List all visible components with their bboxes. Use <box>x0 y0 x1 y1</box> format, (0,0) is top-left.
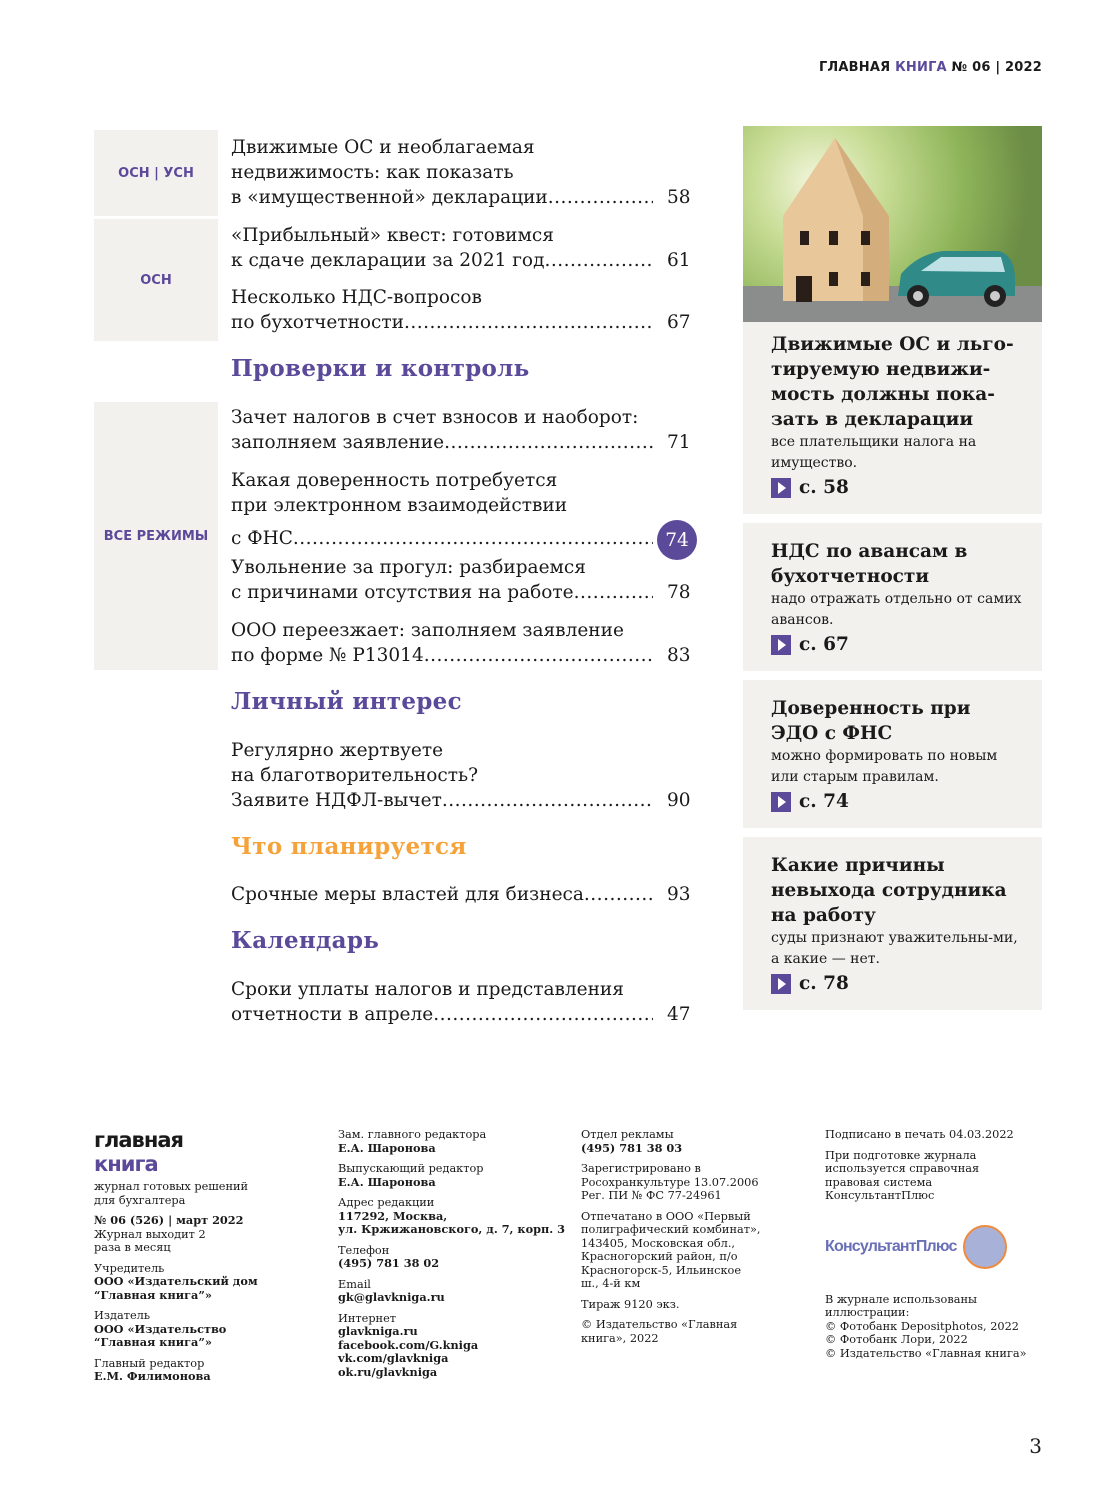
dot-leader <box>424 643 653 668</box>
issuing-label: Выпускающий редактор <box>338 1162 484 1175</box>
dot-leader <box>444 430 653 455</box>
dot-leader <box>442 788 653 813</box>
toc-entry-line <box>231 135 691 160</box>
toc-entry[interactable] <box>231 882 691 907</box>
ads-label: Отдел рекламы <box>581 1128 674 1141</box>
tax-regime-label: ВСЕ РЕЖИМЫ <box>94 402 218 670</box>
card-page-ref: с. 74 <box>799 791 849 812</box>
illustrations-line: В журнале использованы иллюстрации: <box>825 1292 977 1319</box>
footer-column-2 <box>338 1128 568 1379</box>
toc-entry[interactable] <box>231 618 691 668</box>
toc-entry-line <box>231 468 691 493</box>
toc-entry[interactable] <box>231 223 691 273</box>
feature-card[interactable] <box>743 322 1042 514</box>
registration: Зарегистрировано в Росохранкультуре 13.07.2006 Рег. ПИ № ФС 77-24961 <box>581 1162 759 1202</box>
feature-card[interactable] <box>743 680 1042 828</box>
address-line: 117292, Москва, <box>338 1208 448 1223</box>
section-heading: Проверки и контроль <box>231 355 530 382</box>
address-label: Адрес редакции <box>338 1196 435 1209</box>
toc-entry[interactable] <box>231 285 691 335</box>
card-page-link[interactable] <box>771 477 1028 498</box>
copyright: © Издательство «Главная книга», 2022 <box>581 1318 738 1345</box>
toc-entry-line <box>231 580 691 605</box>
toc-entry-line <box>231 248 691 273</box>
card-text: надо отражать отдельно от самих авансов. <box>771 591 1022 628</box>
play-arrow-icon <box>771 635 791 655</box>
dot-leader <box>293 526 653 551</box>
section-heading: Личный интерес <box>231 688 462 715</box>
toc-entry-line <box>231 310 691 335</box>
toc-entry-text: недвижимость: как показать <box>231 162 514 183</box>
toc-entry-text: Регулярно жертвуете <box>231 740 444 761</box>
footer-column-4 <box>825 1128 1040 1360</box>
tax-regime-label: ОСН | УСН <box>94 130 218 216</box>
toc-page-number: 90 <box>667 790 691 811</box>
signed-date: Подписано в печать 04.03.2022 <box>825 1128 1014 1141</box>
illustrations-line: © Фотобанк Depositphotos, 2022 <box>825 1319 1019 1333</box>
toc-entry-line <box>231 285 691 310</box>
section-heading: Что планируется <box>231 833 467 860</box>
toc-entry[interactable] <box>231 135 691 210</box>
ads-phone: (495) 781 38 03 <box>581 1140 683 1155</box>
toc-entry-line <box>231 738 691 763</box>
logo-line-2: книга <box>94 1152 158 1176</box>
toc-entry-line <box>231 405 691 430</box>
play-arrow-icon <box>771 478 791 498</box>
toc-entry-text: «Прибыльный» квест: готовимся <box>231 225 554 246</box>
toc-page-number: 61 <box>667 250 691 271</box>
toc-entry-text: Движимые ОС и необлагаемая <box>231 137 535 158</box>
deputy-editor: Е.А. Шаронова <box>338 1140 436 1155</box>
card-title: Доверенность при ЭДО с ФНС <box>771 698 971 744</box>
card-page-link[interactable] <box>771 973 1028 994</box>
card-text: можно формировать по новым или старым правилам. <box>771 748 998 785</box>
dot-leader <box>544 248 653 273</box>
brand-part-2: КНИГА <box>895 60 947 75</box>
toc-page-number: 93 <box>667 884 691 905</box>
consultant-plus-logo <box>825 1225 1040 1269</box>
toc-entry-text: Сроки уплаты налогов и представления <box>231 979 624 1000</box>
toc-entry-line <box>231 618 691 643</box>
toc-entry-text: Срочные меры властей для бизнеса <box>231 884 584 905</box>
phone: (495) 781 38 02 <box>338 1256 440 1270</box>
toc-entry-text: Какая доверенность потребуется <box>231 470 558 491</box>
professor-avatar-icon <box>963 1225 1007 1269</box>
toc-entry-line <box>231 763 691 788</box>
dot-leader <box>404 310 653 335</box>
founder: ООО «Издательский дом “Главная книга”» <box>94 1274 258 1302</box>
toc-entry-text: ООО переезжает: заполняем заявление <box>231 620 624 641</box>
toc-entry[interactable] <box>231 977 691 1027</box>
deputy-label: Зам. главного редактора <box>338 1128 487 1141</box>
web-link[interactable]: vk.com/glavkniga <box>338 1351 449 1365</box>
toc-entry-line <box>231 185 691 210</box>
toc-entry-text: Увольнение за прогул: разбираемся <box>231 557 586 578</box>
running-header <box>819 60 1042 75</box>
toc-entry-line <box>231 223 691 248</box>
address-line: ул. Кржижановского, д. 7, корп. 3 <box>338 1222 566 1236</box>
highlighted-page-number: 74 <box>657 520 697 560</box>
toc-entry[interactable] <box>231 468 691 558</box>
toc-page-number: 47 <box>667 1004 691 1025</box>
footer-column-1 <box>94 1128 294 1384</box>
phone-label: Телефон <box>338 1243 390 1257</box>
publisher: ООО «Издательство “Главная книга”» <box>94 1321 227 1349</box>
toc-entry-line <box>231 493 691 518</box>
toc-entry-line <box>231 160 691 185</box>
toc-page-number: 83 <box>667 645 691 666</box>
web-label: Интернет <box>338 1311 397 1325</box>
feature-cards <box>743 322 1042 1010</box>
web-link[interactable]: facebook.com/G.kniga <box>338 1337 479 1352</box>
card-title: НДС по авансам в бухотчетности <box>771 541 968 587</box>
card-text: все плательщики налога на имущество. <box>771 434 977 471</box>
tax-regime-label: ОСН <box>94 219 218 341</box>
toc-entry-text: заполняем заявление <box>231 432 445 453</box>
toc-entry-text: по форме № Р13014 <box>231 645 424 666</box>
logo-line-1: главная <box>94 1128 183 1152</box>
toc-page-number: 78 <box>667 582 691 603</box>
tagline: журнал готовых решений для бухгалтера <box>94 1180 249 1207</box>
printing-house: Отпечатано в ООО «Первый полиграфический комбинат», 143405, Московская обл., Красногорский район, п/о Красногорск-5, Ильинское ш., 4-й км <box>581 1209 761 1290</box>
publisher-label: Издатель <box>94 1309 150 1322</box>
toc-entry-text: с причинами отсутствия на работе <box>231 582 574 603</box>
toc-entry-line <box>231 1002 691 1027</box>
toc-page-number: 58 <box>667 187 691 208</box>
frequency: Журнал выходит 2 раза в месяц <box>94 1227 206 1254</box>
chief-editor-label: Главный редактор <box>94 1356 205 1370</box>
card-title: Движимые ОС и льго-тируемую недвижи-мость должны пока-зать в декларации <box>771 334 1014 430</box>
page-number: 3 <box>1029 1434 1042 1458</box>
toc-entry-line <box>231 977 691 1002</box>
brand-part-1: ГЛАВНАЯ <box>818 60 891 75</box>
toc-page-number: 71 <box>667 432 691 453</box>
dot-leader <box>584 882 653 907</box>
toc-entry-text: Несколько НДС-вопросов <box>231 287 482 308</box>
card-page-ref: с. 58 <box>799 477 849 498</box>
toc-entry-line <box>231 882 691 907</box>
illustrations-line: © Издательство «Главная книга» <box>825 1346 1027 1360</box>
footer-column-3 <box>581 1128 776 1345</box>
dot-leader <box>574 580 653 605</box>
feature-card[interactable] <box>743 523 1042 671</box>
issue-number: № 06 | 2022 <box>951 60 1042 75</box>
toc-entry-line <box>231 555 691 580</box>
card-text: суды признают уважительны-ми, а какие — нет. <box>771 930 1018 967</box>
toc-entry-text: при электронном взаимодействии <box>231 495 568 516</box>
issuing-editor: Е.А. Шаронова <box>338 1174 436 1189</box>
toc-entry-line <box>231 643 691 668</box>
consultant-note: При подготовке журнала используется справочная правовая система КонсультантПлюс <box>825 1148 980 1202</box>
consultant-logo-text: КонсультантПлюс <box>825 1237 957 1255</box>
web-link[interactable]: glavkniga.ru <box>338 1324 418 1338</box>
card-page-link[interactable] <box>771 791 1028 812</box>
card-page-link[interactable] <box>771 634 1028 655</box>
feature-card[interactable] <box>743 837 1042 1010</box>
email-link[interactable]: gk@glavkniga.ru <box>338 1290 445 1304</box>
toc-page-number: 67 <box>667 312 691 333</box>
dot-leader <box>548 185 653 210</box>
toc-entry[interactable] <box>231 555 691 605</box>
dot-leader <box>433 1002 653 1027</box>
toc-entry-text: Зачет налогов в счет взносов и наоборот: <box>231 407 639 428</box>
play-arrow-icon <box>771 974 791 994</box>
email-label: Email <box>338 1277 371 1291</box>
house-and-car-photo <box>743 126 1042 322</box>
card-page-ref: с. 67 <box>799 634 849 655</box>
toc-entry-text: в «имущественной» декларации <box>231 187 548 208</box>
founder-label: Учредитель <box>94 1261 165 1275</box>
card-page-ref: с. 78 <box>799 973 849 994</box>
web-link[interactable]: ok.ru/glavkniga <box>338 1364 438 1379</box>
toc-entry[interactable] <box>231 405 691 455</box>
chief-editor: Е.М. Филимонова <box>94 1369 211 1383</box>
card-title: Какие причины невыхода сотрудника на работу <box>771 855 1007 926</box>
toc-entry-line <box>231 518 691 558</box>
section-heading: Календарь <box>231 927 380 954</box>
toc-entry-text: Заявите НДФЛ-вычет <box>231 790 442 811</box>
toc-entry-line <box>231 788 691 813</box>
toc-entry-text: на благотворительность? <box>231 765 479 786</box>
toc-entry-text: отчетности в апреле <box>231 1004 434 1025</box>
illustrations-line: © Фотобанк Лори, 2022 <box>825 1333 968 1346</box>
toc-entry-text: с ФНС <box>231 527 293 549</box>
issue-info: № 06 (526) | март 2022 <box>94 1213 244 1227</box>
toc-entry[interactable] <box>231 738 691 813</box>
magazine-logo <box>94 1128 294 1176</box>
circulation: Тираж 9120 экз. <box>581 1297 680 1311</box>
toc-entry-line <box>231 430 691 455</box>
play-arrow-icon <box>771 792 791 812</box>
toc-entry-text: к сдаче декларации за 2021 год <box>231 250 545 271</box>
toc-entry-text: по бухотчетности <box>231 312 404 333</box>
